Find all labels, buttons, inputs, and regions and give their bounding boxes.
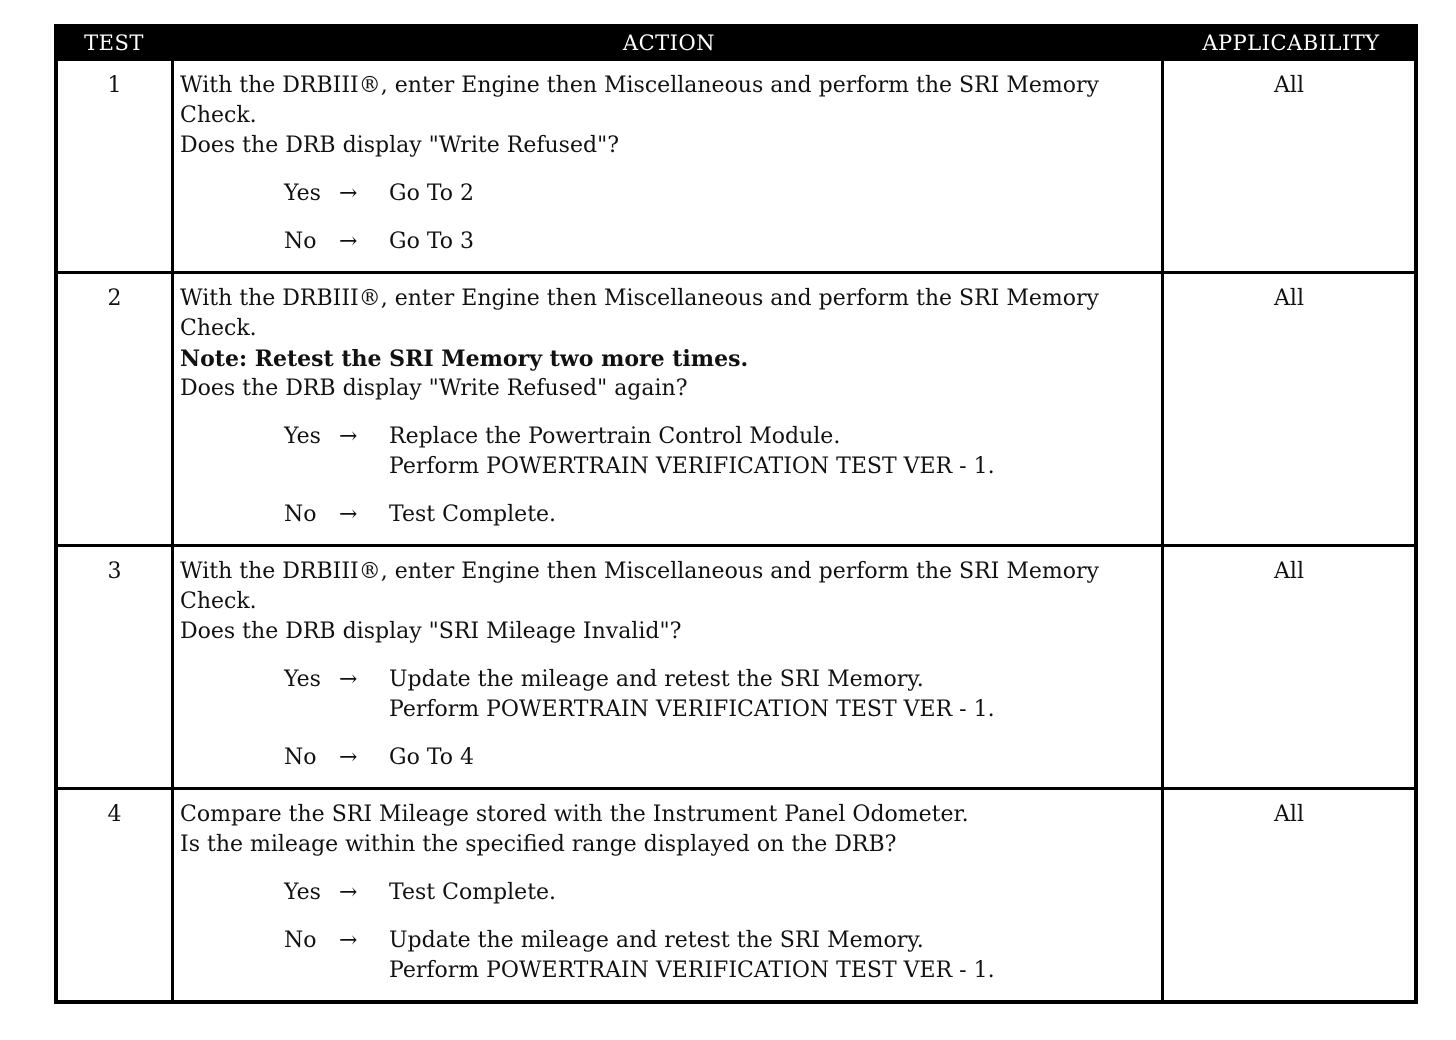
test-number: 3 bbox=[58, 547, 174, 787]
result-line: Perform POWERTRAIN VERIFICATION TEST VER - 1. bbox=[389, 454, 995, 479]
arrow-icon: → bbox=[339, 667, 358, 692]
action-text: Compare the SRI Mileage stored with the Instrument Panel Odometer. bbox=[180, 802, 969, 827]
no-result bbox=[389, 743, 1155, 773]
action-text: With the DRBIII®, enter Engine then Miscellaneous and perform the SRI Memory Check. bbox=[180, 73, 1099, 128]
arrow-icon: → bbox=[339, 229, 358, 254]
arrow-icon: → bbox=[339, 880, 358, 905]
result-line: Perform POWERTRAIN VERIFICATION TEST VER - 1. bbox=[389, 958, 995, 983]
diagnostic-table bbox=[54, 24, 1418, 1004]
arrow-icon: → bbox=[339, 181, 358, 206]
table-header bbox=[54, 24, 1418, 61]
applicability-cell: All bbox=[1274, 559, 1304, 584]
yes-label: Yes bbox=[284, 424, 321, 449]
yes-result bbox=[389, 878, 1155, 908]
action-cell bbox=[174, 790, 1164, 1000]
action-question: Is the mileage within the specified range displayed on the DRB? bbox=[180, 832, 897, 857]
note-text: Note: Retest the SRI Memory two more times. bbox=[180, 346, 749, 372]
table-row bbox=[58, 544, 1414, 787]
result-line: Go To 4 bbox=[389, 745, 475, 770]
result-line: Test Complete. bbox=[389, 502, 557, 527]
no-label: No bbox=[284, 928, 317, 953]
result-line: Go To 3 bbox=[389, 229, 475, 254]
header-applicability: APPLICABILITY bbox=[1202, 30, 1380, 55]
table-body bbox=[54, 61, 1418, 1004]
action-text: With the DRBIII®, enter Engine then Miscellaneous and perform the SRI Memory Check. bbox=[180, 559, 1099, 614]
test-number: 4 bbox=[58, 790, 174, 1000]
action-cell bbox=[174, 547, 1164, 787]
no-branch bbox=[284, 743, 1155, 773]
arrow-icon: → bbox=[339, 745, 358, 770]
yes-branch bbox=[284, 665, 1155, 725]
no-label: No bbox=[284, 229, 317, 254]
yes-result bbox=[389, 665, 1155, 725]
no-result bbox=[389, 500, 1155, 530]
test-number: 2 bbox=[58, 274, 174, 544]
action-question: Does the DRB display "SRI Mileage Invalid"? bbox=[180, 619, 682, 644]
no-result bbox=[389, 926, 1155, 986]
arrow-icon: → bbox=[339, 928, 358, 953]
yes-branch bbox=[284, 179, 1155, 209]
applicability-cell: All bbox=[1274, 802, 1304, 827]
no-branch bbox=[284, 227, 1155, 257]
header-test: TEST bbox=[84, 30, 144, 55]
table-row bbox=[58, 271, 1414, 544]
yes-label: Yes bbox=[284, 667, 321, 692]
header-action: ACTION bbox=[622, 30, 716, 55]
test-number: 1 bbox=[58, 61, 174, 271]
result-line: Go To 2 bbox=[389, 181, 475, 206]
action-question: Does the DRB display "Write Refused"? bbox=[180, 133, 619, 158]
result-line: Perform POWERTRAIN VERIFICATION TEST VER - 1. bbox=[389, 697, 995, 722]
action-cell bbox=[174, 274, 1164, 544]
no-branch bbox=[284, 926, 1155, 986]
arrow-icon: → bbox=[339, 424, 358, 449]
action-text: With the DRBIII®, enter Engine then Miscellaneous and perform the SRI Memory Check. bbox=[180, 286, 1099, 341]
yes-result bbox=[389, 179, 1155, 209]
applicability-cell: All bbox=[1274, 73, 1304, 98]
result-line: Replace the Powertrain Control Module. bbox=[389, 424, 841, 449]
yes-result bbox=[389, 422, 1155, 482]
yes-branch bbox=[284, 422, 1155, 482]
applicability-cell: All bbox=[1274, 286, 1304, 311]
no-branch bbox=[284, 500, 1155, 530]
yes-label: Yes bbox=[284, 880, 321, 905]
no-result bbox=[389, 227, 1155, 257]
action-question: Does the DRB display "Write Refused" again? bbox=[180, 376, 688, 401]
no-label: No bbox=[284, 502, 317, 527]
table-row bbox=[58, 787, 1414, 1000]
yes-label: Yes bbox=[284, 181, 321, 206]
no-label: No bbox=[284, 745, 317, 770]
yes-branch bbox=[284, 878, 1155, 908]
result-line: Test Complete. bbox=[389, 880, 557, 905]
result-line: Update the mileage and retest the SRI Memory. bbox=[389, 928, 924, 953]
arrow-icon: → bbox=[339, 502, 358, 527]
action-cell bbox=[174, 61, 1164, 271]
result-line: Update the mileage and retest the SRI Memory. bbox=[389, 667, 924, 692]
table-row bbox=[58, 61, 1414, 271]
